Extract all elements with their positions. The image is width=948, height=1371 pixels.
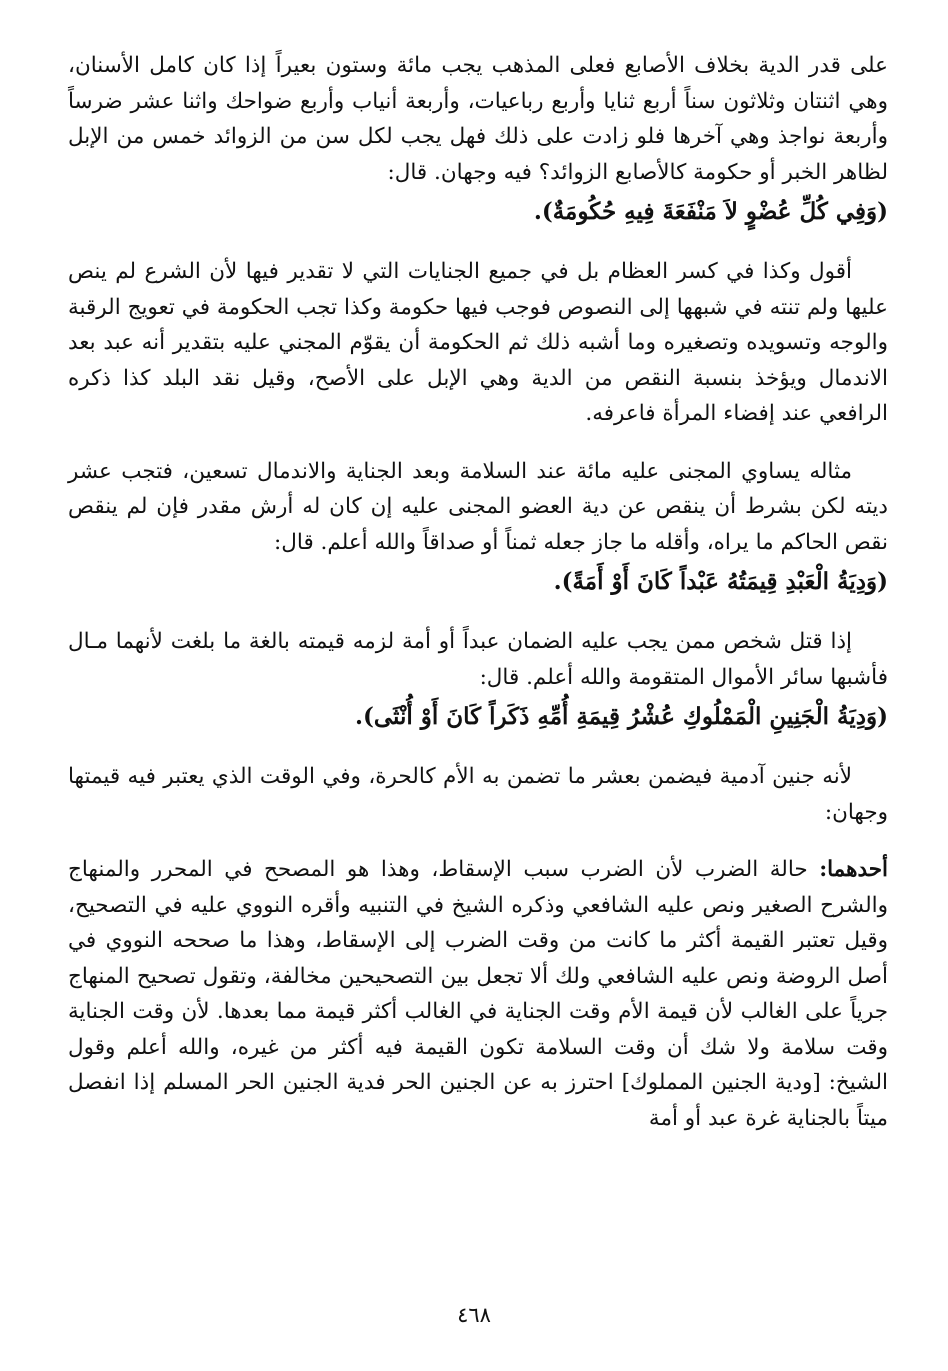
- paragraph-6-lead: أحدهما:: [819, 857, 888, 882]
- page-body: [68, 48, 888, 1136]
- paragraph-1: على قدر الدية بخلاف الأصابع فعلى المذهب يجب مائة وستون بعيراً إذا كان كامل الأسنان، وهي اثنتان وثلاثون سناً أربع ثنايا وأربع رباعيات، وأربعة أنياب وأربع ضواحك واثنا عشر ضرساً وأربعة نواجذ وهي آخرها فلو زادت على ذلك فهل يجب لكل سن من الزوائد خمس من الإبل لظاهر الخبر أو حكومة كالأصابع الزوائد؟ فيه وجهان. قال:: [68, 53, 888, 185]
- matn-quote-2: (وَدِيَةُ الْعَبْدِ قِيمَتُهُ عَبْداً كَانَ أَوْ أَمَةً).: [553, 568, 888, 595]
- paragraph-5: لأنه جنين آدمية فيضمن بعشر ما تضمن به الأم كالحرة، وفي الوقت الذي يعتبر فيه قيمتها وجهان:: [68, 764, 888, 825]
- paragraph-6: [68, 852, 888, 1136]
- matn-quote-1: (وَفِي كُلِّ عُضْوٍ لاَ مَنْفَعَةَ فِيهِ حُكُومَةٌ).: [533, 198, 888, 225]
- matn-quote-3: (وَدِيَةُ الْجَنِينِ الْمَمْلُوكِ عُشْرُ قِيمَةِ أُمِّهِ ذَكَراً كَانَ أَوْ أُنْثَى).: [354, 703, 888, 730]
- paragraph-2: أقول وكذا في كسر العظام بل في جميع الجنايات التي لا تقدير فيها لأن الشرع لم ينص عليها ولم تنته في شبهها إلى النصوص فوجب فيها حكومة وكذا تجب الحكومة في تعويج الرقبة والوجه وتسويده وتصغيره وما أشبه ذلك ثم الحكومة أن يقوّم المجني عليه بتقدير أنه عبد بعد الاندمال ويؤخذ بنسبة النقص من الدية وهي الإبل على الأصح، وقيل نقد البلد كذا ذكره الرافعي عند إفضاء المرأة فاعرفه.: [68, 259, 888, 426]
- paragraph-6-body: حالة الضرب لأن الضرب سبب الإسقاط، وهذا هو المصحح في المحرر والمنهاج والشرح الصغير ونص عليه الشافعي وذكره الشيخ في التنبيه وأقره النووي عليه في التصحيح، وقيل تعتبر القيمة أكثر ما كانت من وقت الضرب إلى الإسقاط، وهذا ما صححه النووي في أصل الروضة ونص عليه الشافعي ولك ألا تجعل بين التصحيحين مخالفة، وتقول تصحيح المنهاج جرياً على الغالب لأن قيمة الأم وقت الجناية في الغالب أكثر قيمة مما بعدها. لأن وقت الجناية وقت سلامة ولا شك أن وقت السلامة تكون القيمة فيه أكثر من غيره، والله أعلم وقول الشيخ: [ودية الجنين المملوك] احترز به عن الجنين الحر فدية الجنين الحر المسلم إذا انفصل ميتاً بالجناية غرة عبد أو أمة: [68, 857, 888, 1131]
- page-number: ٤٦٨: [457, 1303, 491, 1327]
- paragraph-3: مثاله يساوي المجنى عليه مائة عند السلامة وبعد الجناية والاندمال تسعين، فتجب عشر ديته لكن بشرط أن ينقص عن دية العضو المجنى عليه إن كان له أرش مقدر فإن لم ينقص نقص الحاكم ما يراه، وأقله ما جاز جعله ثمناً أو صداقاً والله أعلم. قال:: [68, 458, 888, 555]
- paragraph-4: إذا قتل شخص ممن يجب عليه الضمان عبداً أو أمة لزمه قيمته بالغة ما بلغت لأنهما مـال فأشبها سائر الأموال المتقومة والله أعلم. قال:: [68, 629, 888, 690]
